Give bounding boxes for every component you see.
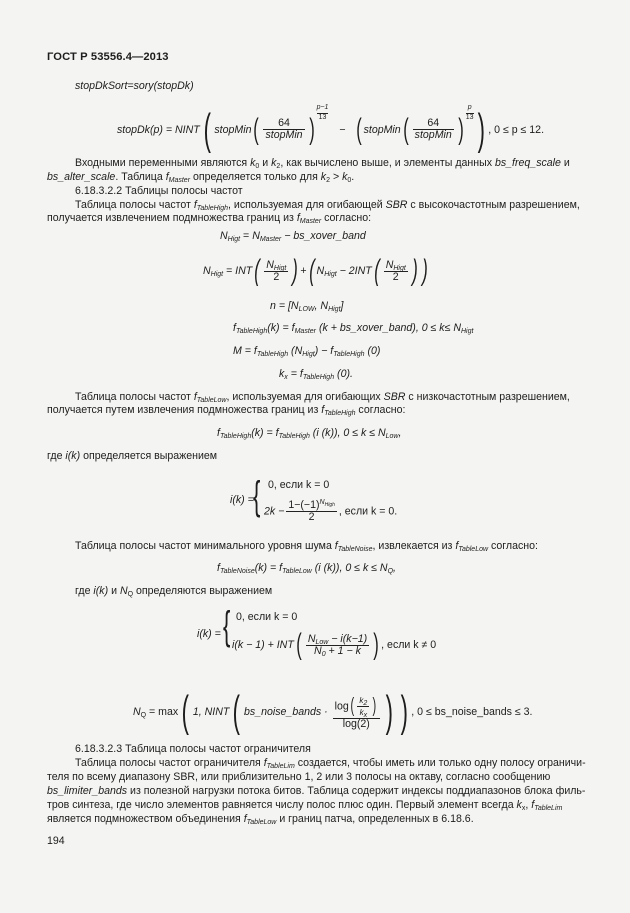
paragraph-lim-line4: тров синтеза, где число элементов равняется числу полос плюс один. Первый элемент всегда $k_x$, $f_{TableLim}$ bbox=[47, 799, 563, 812]
paragraph-where-i: где i(k) определяется выражением bbox=[47, 450, 218, 462]
document-header: ГОСТ Р 53556.4—2013 bbox=[47, 51, 169, 63]
section-heading-6-18-3-2-3: 6.18.3.2.3 Таблица полосы частот ограничителя bbox=[75, 743, 311, 755]
page-number: 194 bbox=[47, 835, 65, 847]
paragraph-table-high: Таблица полосы частот $f_{TableHigh}$, используемая для огибающей SBR с высокочастотным разрешением, bbox=[75, 199, 580, 212]
brace: { bbox=[253, 474, 261, 518]
equation-f-table-noise: $f_{TableNoise}(k) = f_{TableLow}$ (i (k)), $0 \le k \le N_Q$, bbox=[217, 562, 396, 575]
equation-i-k2-lhs: i(k) = bbox=[197, 628, 221, 640]
equation-i-k-lhs: i(k) = bbox=[230, 494, 254, 506]
equation-nhigh-1: $N_{Higt} = N_{Master}$ − bs_xover_band bbox=[220, 230, 366, 243]
paragraph-inputs: Входными переменными являются $k_0$ и $k_2$, как вычислено выше, и элементы данных bs_freq_scale и bbox=[75, 157, 570, 170]
equation-i-k-case1: 0, если k = 0 bbox=[268, 479, 330, 491]
paragraph-lim-line1: Таблица полосы частот ограничителя $f_{TableLim}$ создается, чтобы иметь или только одну полосу ограничи- bbox=[75, 757, 586, 770]
paragraph-lim-line5: является подмножеством объединения $f_{TableLow}$ и границ патча, определенных в 6.18.6. bbox=[47, 813, 474, 826]
paragraph-where-iq: где i(k) и $N_Q$ определяются выражением bbox=[75, 585, 273, 598]
brace: { bbox=[223, 604, 231, 648]
paragraph-table-high-line2: получается извлечением подмножества границ из $f_{Master}$ согласно: bbox=[47, 212, 372, 225]
equation-nq: $N_Q = \max$( 1, NINT( bs_noise_bands · log( $\frac{k_2}{k_x}$ ) log(2) ) ) , 0 ≤ bs_noise_bands ≤ 3. bbox=[133, 687, 533, 736]
paragraph-lim-line3: bs_limiter_bands из полезной нагрузки потока битов. Таблица содержит индексы поддиапазонов блока филь- bbox=[47, 785, 586, 797]
equation-i-k2-case2: i(k − 1) + INT( $\frac{N_{Low} - i(k-1)}{N_0 + 1 - k}$ ) , если k ≠ 0 bbox=[232, 628, 437, 661]
paragraph-table-low-line2: получается путем извлечения подмножества границ из $f_{TableHigh}$ согласно: bbox=[47, 404, 406, 417]
section-heading-6-18-3-2-2: 6.18.3.2.2 Таблицы полосы частот bbox=[75, 185, 243, 197]
equation-f-table-low: $f_{TableHigh}(k) = f_{TableHigh}$ (i (k)), $0 \le k \le N_{Low}$, bbox=[217, 427, 402, 440]
equation-m: $M = f_{TableHigh}$ $(N_{Higt}) - f_{TableHigh}$ (0) bbox=[233, 345, 381, 358]
equation-nhigh-2: $N_{Higt} = INT$( $\frac{N_{Higt}}{2}$ ) +( $N_{Higt} - 2INT$( $\frac{N_{Higt}}{2}$ ) ) bbox=[203, 254, 428, 287]
paragraph-lim-line2: теля по всему диапазону SBR, или приблизительно 1, 2 или 3 полосы на октаву, согласно сообщению bbox=[47, 771, 551, 783]
equation-stopdk: stopDk(p) = NINT( stopMin( $\frac{64}{\text{stopMin}}$ ) $\frac{p-1}{13}$ − ( stopMin( $\frac{64}{\text{stopMin}}$ ) $\frac{p}{13}$ ) , 0 ≤ p ≤ 12. bbox=[117, 104, 545, 154]
equation-kx: $k_x = f_{TableHigh}$ (0). bbox=[279, 368, 353, 381]
paragraph-table-noise: Таблица полосы частот минимального уровня шума $f_{TableNoise}$, извлекается из $f_{TableLow}$ согласно: bbox=[75, 540, 538, 553]
paragraph-table-low: Таблица полосы частот $f_{TableLow}$, используемая для огибающих SBR с низкочастотным разрешением, bbox=[75, 391, 570, 404]
equation-i-k-case2: 2k − $\frac{1-(-1)^{N_{High}}}{2}$ , если k = 0. bbox=[264, 499, 398, 523]
equation-n: $n = [N_{LOW}$, $N_{Higt}$] bbox=[270, 300, 344, 313]
equation-i-k2-case1: 0, если k = 0 bbox=[236, 611, 298, 623]
equation-f-table-high: $f_{TableHigh}(k) = f_{Master}$ (k + bs_xover_band), $0 \le k\le N_{Higt}$ bbox=[233, 322, 474, 335]
paragraph-inputs-line2: bs_alter_scale. Таблица $f_{Master}$ определяется только для $k_2 > k_0$. bbox=[47, 171, 355, 184]
equation-stopdk-sort: stopDkSort=sory(stopDk) bbox=[75, 80, 194, 92]
